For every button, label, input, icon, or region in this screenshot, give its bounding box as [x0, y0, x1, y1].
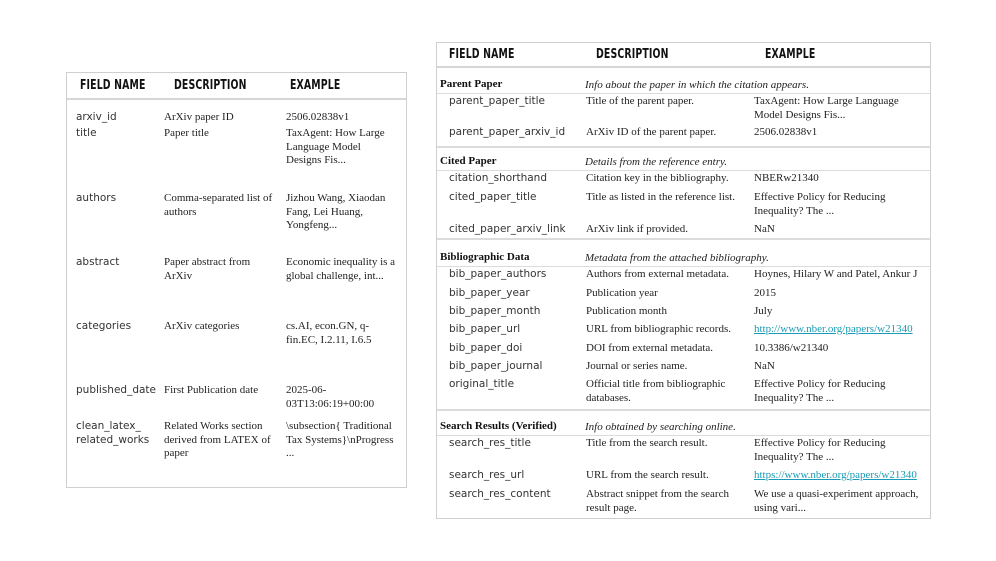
- section-underline: [437, 170, 930, 171]
- header-example: EXAMPLE: [290, 78, 341, 93]
- section-title: Parent Paper: [440, 78, 503, 90]
- field-name: abstract: [76, 256, 120, 268]
- field-example: \subsection{ Traditional Tax Systems}\nProgress ...: [286, 420, 394, 459]
- section-description: Metadata from the attached bibliography.: [585, 252, 769, 264]
- field-name: search_res_title: [449, 437, 531, 449]
- field-example: 2506.02838v1: [754, 126, 818, 138]
- field-name: citation_shorthand: [449, 172, 547, 184]
- field-name: search_res_content: [449, 488, 551, 500]
- field-example: Effective Policy for Reducing Inequality? The ...: [754, 191, 886, 217]
- field-description: ArXiv paper ID: [164, 111, 234, 123]
- field-example: cs.AI, econ.GN, q-fin.EC, I.2.11, I.6.5: [286, 320, 372, 346]
- section-title: Cited Paper: [440, 155, 497, 167]
- field-example: Effective Policy for Reducing Inequality? The ...: [754, 378, 886, 404]
- field-name: published_date: [76, 384, 156, 396]
- field-name: bib_paper_doi: [449, 342, 523, 354]
- field-description: ArXiv ID of the parent paper.: [586, 126, 717, 138]
- field-description: Title from the search result.: [586, 437, 708, 449]
- section-title: Search Results (Verified): [440, 420, 557, 432]
- section-description: Info obtained by searching online.: [585, 421, 736, 433]
- citation-fields-table: [436, 42, 931, 519]
- field-description: Official title from bibliographic databases.: [586, 378, 726, 404]
- field-description: URL from the search result.: [586, 469, 709, 481]
- field-name: categories: [76, 320, 132, 332]
- field-description: DOI from external metadata.: [586, 342, 714, 354]
- field-name: arxiv_id: [76, 111, 117, 123]
- field-name: parent_paper_title: [449, 95, 545, 107]
- header-description: DESCRIPTION: [596, 47, 669, 62]
- field-name: bib_paper_year: [449, 287, 530, 299]
- field-name: title: [76, 127, 97, 139]
- section-underline: [437, 266, 930, 267]
- field-description: Publication year: [586, 287, 658, 299]
- field-name: bib_paper_url: [449, 323, 521, 335]
- field-name: original_title: [449, 378, 515, 390]
- field-example: NaN: [754, 360, 775, 372]
- field-name: search_res_url: [449, 469, 525, 481]
- field-name: cited_paper_arxiv_link: [449, 223, 566, 235]
- field-example: 2025-06-03T13:06:19+00:00: [286, 384, 375, 410]
- field-description: Comma-separated list of authors: [164, 192, 273, 218]
- field-description: Publication month: [586, 305, 667, 317]
- field-example: Effective Policy for Reducing Inequality? The ...: [754, 437, 886, 463]
- field-example: TaxAgent: How Large Language Model Designs Fis...: [754, 95, 899, 121]
- field-example: 10.3386/w21340: [754, 342, 829, 354]
- field-description: First Publication date: [164, 384, 259, 396]
- section-description: Details from the reference entry.: [585, 156, 728, 168]
- field-example: 2015: [754, 287, 776, 299]
- field-example: We use a quasi-experiment approach, using vari...: [754, 488, 919, 514]
- field-example: NaN: [754, 223, 775, 235]
- field-name: cited_paper_title: [449, 191, 537, 203]
- field-example: 2506.02838v1: [286, 111, 350, 123]
- field-description: Abstract snippet from the search result page.: [586, 488, 729, 514]
- section-divider: [437, 146, 930, 148]
- field-example: TaxAgent: How Large Language Model Designs Fis...: [286, 127, 385, 166]
- section-divider: [437, 238, 930, 240]
- field-example: Jizhou Wang, Xiaodan Fang, Lei Huang, Yongfeng...: [286, 192, 386, 231]
- field-description: Title as listed in the reference list.: [586, 191, 735, 203]
- section-underline: [437, 93, 930, 94]
- field-example: July: [754, 305, 773, 317]
- field-description: ArXiv link if provided.: [586, 223, 689, 235]
- header-description: DESCRIPTION: [174, 78, 247, 93]
- example-link[interactable]: https://www.nber.org/papers/w21340: [754, 469, 917, 481]
- field-name: parent_paper_arxiv_id: [449, 126, 566, 138]
- header-field-name: FIELD NAME: [449, 47, 515, 62]
- field-description: Authors from external metadata.: [586, 268, 729, 280]
- field-name: bib_paper_month: [449, 305, 541, 317]
- section-description: Info about the paper in which the citation appears.: [585, 79, 809, 91]
- field-name: bib_paper_authors: [449, 268, 547, 280]
- example-link[interactable]: http://www.nber.org/papers/w21340: [754, 323, 913, 335]
- field-description: Paper abstract from ArXiv: [164, 256, 251, 282]
- field-description: ArXiv categories: [164, 320, 240, 332]
- field-description: URL from bibliographic records.: [586, 323, 731, 335]
- dataset-fields-table: [66, 72, 407, 488]
- field-name: authors: [76, 192, 117, 204]
- field-description: Journal or series name.: [586, 360, 688, 372]
- field-description: Title of the parent paper.: [586, 95, 695, 107]
- table-header: [67, 73, 406, 100]
- table-header: [437, 43, 930, 68]
- field-name: bib_paper_journal: [449, 360, 543, 372]
- section-underline: [437, 435, 930, 436]
- field-example: Hoynes, Hilary W and Patel, Ankur J: [754, 268, 918, 280]
- field-description: Citation key in the bibliography.: [586, 172, 729, 184]
- field-description: Paper title: [164, 127, 209, 139]
- header-field-name: FIELD NAME: [80, 78, 146, 93]
- header-example: EXAMPLE: [765, 47, 816, 62]
- field-name: clean_latex_ related_works: [76, 420, 150, 446]
- field-example: Economic inequality is a global challenge, int...: [286, 256, 396, 282]
- section-title: Bibliographic Data: [440, 251, 530, 263]
- field-example: NBERw21340: [754, 172, 819, 184]
- section-divider: [437, 409, 930, 411]
- field-description: Related Works section derived from LATEX of paper: [164, 420, 271, 459]
